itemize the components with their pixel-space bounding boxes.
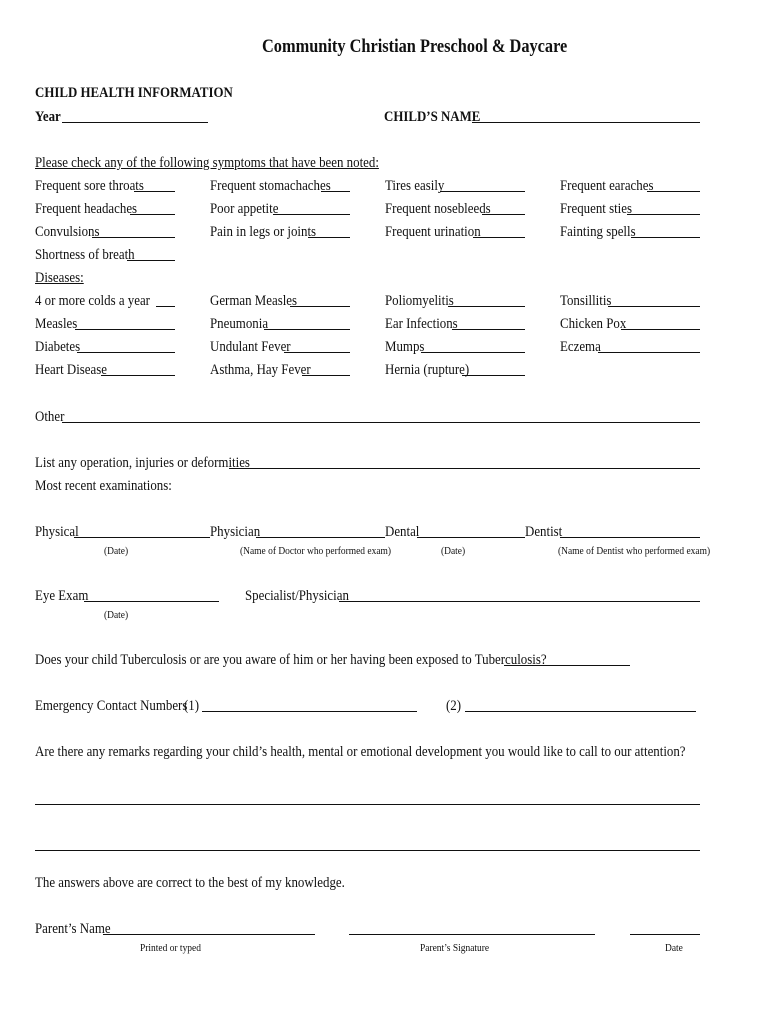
disease-label: Asthma, Hay Fever [210, 362, 311, 378]
doctor-caption: (Name of Doctor who performed exam) [240, 545, 392, 557]
recent-exams-label: Most recent examinations: [35, 478, 172, 494]
physical-date-caption: (Date) [104, 545, 129, 557]
remarks-question: Are there any remarks regarding your child’s health, mental or emotional development you would like to call to our attention? [35, 744, 686, 760]
form-title: Community Christian Preschool & Daycare [262, 36, 568, 57]
symptom-checkline[interactable] [321, 191, 350, 192]
symptom-label: Frequent stomachaches [210, 178, 331, 194]
dental-date-field[interactable] [417, 537, 525, 538]
disease-label: Mumps [385, 339, 425, 355]
disease-label: Measles [35, 316, 78, 332]
symptom-label: Fainting spells [560, 224, 636, 240]
symptom-checkline[interactable] [631, 237, 700, 238]
symptom-label: Frequent nosebleeds [385, 201, 491, 217]
dental-date-caption: (Date) [441, 545, 466, 557]
dentist-caption: (Name of Dentist who performed exam) [558, 545, 711, 557]
physical-date-field[interactable] [74, 537, 210, 538]
symptom-label: Frequent sties [560, 201, 633, 217]
tb-answer-field[interactable] [504, 665, 630, 666]
dental-label: Dental [385, 524, 420, 540]
disease-label: Hernia (rupture) [385, 362, 470, 378]
remarks-line-2[interactable] [35, 850, 700, 851]
signature-caption: Parent’s Signature [420, 942, 490, 954]
disease-label: Poliomyelitis [385, 293, 454, 309]
disease-label: Eczema [560, 339, 601, 355]
disease-checkline[interactable] [264, 329, 350, 330]
disease-checkline[interactable] [608, 306, 700, 307]
tb-question: Does your child Tuberculosis or are you aware of him or her having been exposed to Tuberculosis? [35, 652, 547, 668]
symptom-checkline[interactable] [627, 214, 700, 215]
symptom-label: Frequent headaches [35, 201, 138, 217]
symptom-checkline[interactable] [127, 260, 175, 261]
symptom-checkline[interactable] [647, 191, 700, 192]
disease-checkline[interactable] [462, 375, 525, 376]
disease-checkline[interactable] [448, 306, 525, 307]
symptom-label: Frequent urination [385, 224, 481, 240]
emergency-second-label: (2) [446, 698, 462, 714]
symptom-checkline[interactable] [92, 237, 175, 238]
eye-exam-label: Eye Exam [35, 588, 89, 604]
disease-label: Ear Infections [385, 316, 458, 332]
disease-label: 4 or more colds a year [35, 293, 150, 309]
parent-signature-field[interactable] [349, 934, 595, 935]
operations-field[interactable] [229, 468, 700, 469]
child-name-label: CHILD’S NAME [384, 109, 481, 125]
disease-checkline[interactable] [156, 306, 175, 307]
disease-checkline[interactable] [101, 375, 175, 376]
physical-label: Physical [35, 524, 79, 540]
symptom-checkline[interactable] [482, 214, 525, 215]
section-heading: CHILD HEALTH INFORMATION [35, 85, 233, 101]
physician-label: Physician [210, 524, 261, 540]
dentist-name-field[interactable] [560, 537, 700, 538]
symptom-checkline[interactable] [473, 237, 525, 238]
disease-checkline[interactable] [290, 306, 350, 307]
symptom-label: Frequent sore throats [35, 178, 144, 194]
symptom-label: Tires easily [385, 178, 445, 194]
disease-checkline[interactable] [77, 352, 175, 353]
symptom-checkline[interactable] [308, 237, 350, 238]
symptom-label: Poor appetite [210, 201, 279, 217]
symptom-checkline[interactable] [440, 191, 525, 192]
disease-checkline[interactable] [421, 352, 525, 353]
disease-label: Chicken Pox [560, 316, 627, 332]
symptom-label: Convulsions [35, 224, 100, 240]
emergency-second-field[interactable] [465, 711, 696, 712]
symptom-checkline[interactable] [130, 214, 175, 215]
emergency-label: Emergency Contact Numbers [35, 698, 188, 714]
year-field[interactable] [62, 122, 208, 123]
symptom-label: Pain in legs or joints [210, 224, 317, 240]
child-name-field[interactable] [472, 122, 700, 123]
diseases-label: Diseases: [35, 270, 84, 286]
symptom-checkline[interactable] [273, 214, 350, 215]
certification-statement: The answers above are correct to the best of my knowledge. [35, 875, 345, 891]
parent-name-field[interactable] [103, 934, 315, 935]
disease-label: German Measles [210, 293, 298, 309]
date-caption: Date [665, 942, 683, 954]
emergency-first-field[interactable] [202, 711, 417, 712]
disease-label: Diabetes [35, 339, 81, 355]
printed-caption: Printed or typed [140, 942, 201, 954]
year-label: Year [35, 109, 61, 125]
disease-label: Heart Disease [35, 362, 107, 378]
other-field[interactable] [62, 422, 700, 423]
remarks-line-1[interactable] [35, 804, 700, 805]
disease-checkline[interactable] [302, 375, 350, 376]
dentist-label: Dentist [525, 524, 563, 540]
eye-exam-date-caption: (Date) [104, 609, 129, 621]
disease-checkline[interactable] [621, 329, 700, 330]
disease-label: Pneumonia [210, 316, 269, 332]
specialist-field[interactable] [339, 601, 700, 602]
physician-name-field[interactable] [256, 537, 385, 538]
disease-label: Tonsillitis [560, 293, 612, 309]
disease-checkline[interactable] [452, 329, 525, 330]
eye-exam-date-field[interactable] [84, 601, 219, 602]
disease-checkline[interactable] [75, 329, 175, 330]
signature-date-field[interactable] [630, 934, 700, 935]
symptom-checkline[interactable] [134, 191, 175, 192]
parent-name-label: Parent’s Name [35, 921, 111, 937]
disease-label: Undulant Fever [210, 339, 291, 355]
disease-checkline[interactable] [284, 352, 350, 353]
emergency-first-label: (1) [184, 698, 200, 714]
symptom-label: Frequent earaches [560, 178, 654, 194]
symptom-label: Shortness of breath [35, 247, 135, 263]
operations-label: List any operation, injuries or deformities [35, 455, 250, 471]
symptoms-intro: Please check any of the following symptoms that have been noted: [35, 155, 379, 171]
disease-checkline[interactable] [598, 352, 700, 353]
other-label: Other [35, 409, 65, 425]
specialist-label: Specialist/Physician [245, 588, 349, 604]
